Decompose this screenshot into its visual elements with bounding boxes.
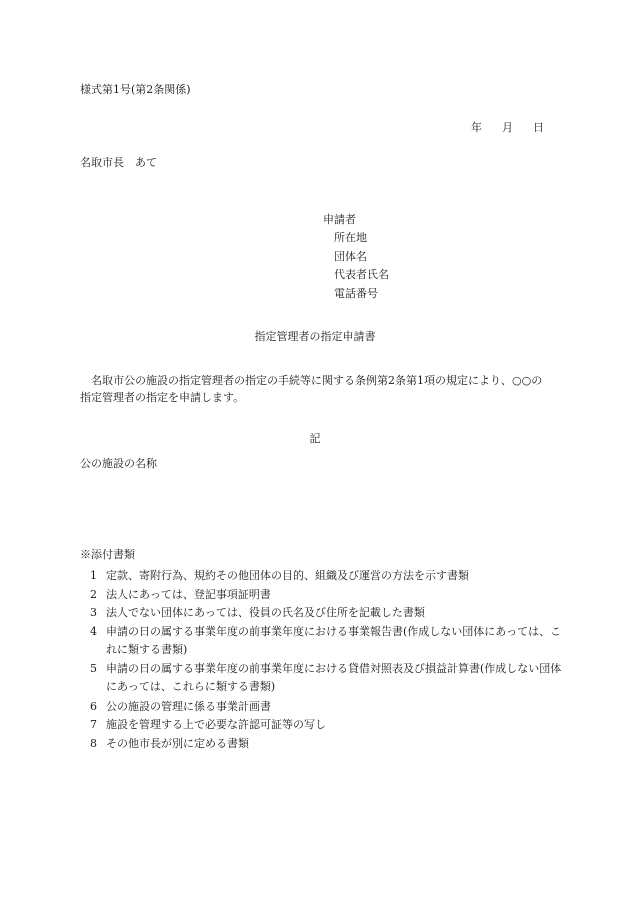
applicant-org-name-label: 団体名 xyxy=(334,250,367,263)
facility-name-label: 公の施設の名称 xyxy=(80,457,157,470)
attachment-item-number: 4 xyxy=(90,625,97,638)
attachment-item-text: 定款、寄附行為、規約その他団体の目的、組織及び運営の方法を示す書類 xyxy=(106,569,469,582)
attachment-item xyxy=(90,604,564,622)
attachment-item-text: その他市長が別に定める書類 xyxy=(106,737,249,750)
attachment-item xyxy=(90,586,564,604)
application-body-text: 名取市公の施設の指定管理者の指定の手続等に関する条例第2条第1項の規定により、○○の指定管理者の指定を申請します。 xyxy=(80,374,543,404)
attachment-item xyxy=(90,567,564,585)
applicant-phone-label: 電話番号 xyxy=(334,287,378,300)
attachment-item-number: 6 xyxy=(90,700,97,713)
date-month: 月 xyxy=(502,121,513,134)
attachment-item-text: 法人でない団体にあっては、役員の氏名及び住所を記載した書類 xyxy=(106,606,425,619)
attachment-item-number: 3 xyxy=(90,606,97,619)
attachment-item-number: 2 xyxy=(90,588,97,601)
attachment-item-number: 7 xyxy=(90,718,97,731)
attachment-item-number: 8 xyxy=(90,737,97,750)
form-number-label: 様式第1号(第2条関係) xyxy=(80,83,191,96)
attachment-item-text: 施設を管理する上で必要な許認可証等の写し xyxy=(106,718,326,731)
applicant-address-label: 所在地 xyxy=(334,231,367,244)
applicant-heading: 申請者 xyxy=(323,213,356,226)
attachment-item-text: 申請の日の属する事業年度の前事業年度における貸借対照表及び損益計算書(作成しない団体にあっては、これらに類する書類) xyxy=(106,662,562,693)
document-title: 指定管理者の指定申請書 xyxy=(254,330,376,343)
attachments-title: ※添付書類 xyxy=(80,548,135,561)
addressee: 名取市長 あて xyxy=(80,156,157,169)
attachment-item xyxy=(90,716,564,734)
attachment-item-number: 1 xyxy=(90,569,97,582)
attachment-item-text: 公の施設の管理に係る事業計画書 xyxy=(106,700,271,713)
applicant-representative-label: 代表者氏名 xyxy=(334,268,389,281)
attachment-item xyxy=(90,698,564,716)
attachment-item-number: 5 xyxy=(90,662,97,675)
attachment-item xyxy=(90,660,564,695)
attachment-item-text: 法人にあっては、登記事項証明書 xyxy=(106,588,271,601)
attachment-item xyxy=(90,735,564,753)
date-day: 日 xyxy=(533,121,544,134)
attachment-item xyxy=(90,623,564,658)
date-line xyxy=(471,121,544,135)
attachment-item-text: 申請の日の属する事業年度の前事業年度における事業報告書(作成しない団体にあっては、これに類する書類) xyxy=(106,625,562,656)
ki-heading: 記 xyxy=(309,432,321,445)
date-year: 年 xyxy=(471,121,482,134)
